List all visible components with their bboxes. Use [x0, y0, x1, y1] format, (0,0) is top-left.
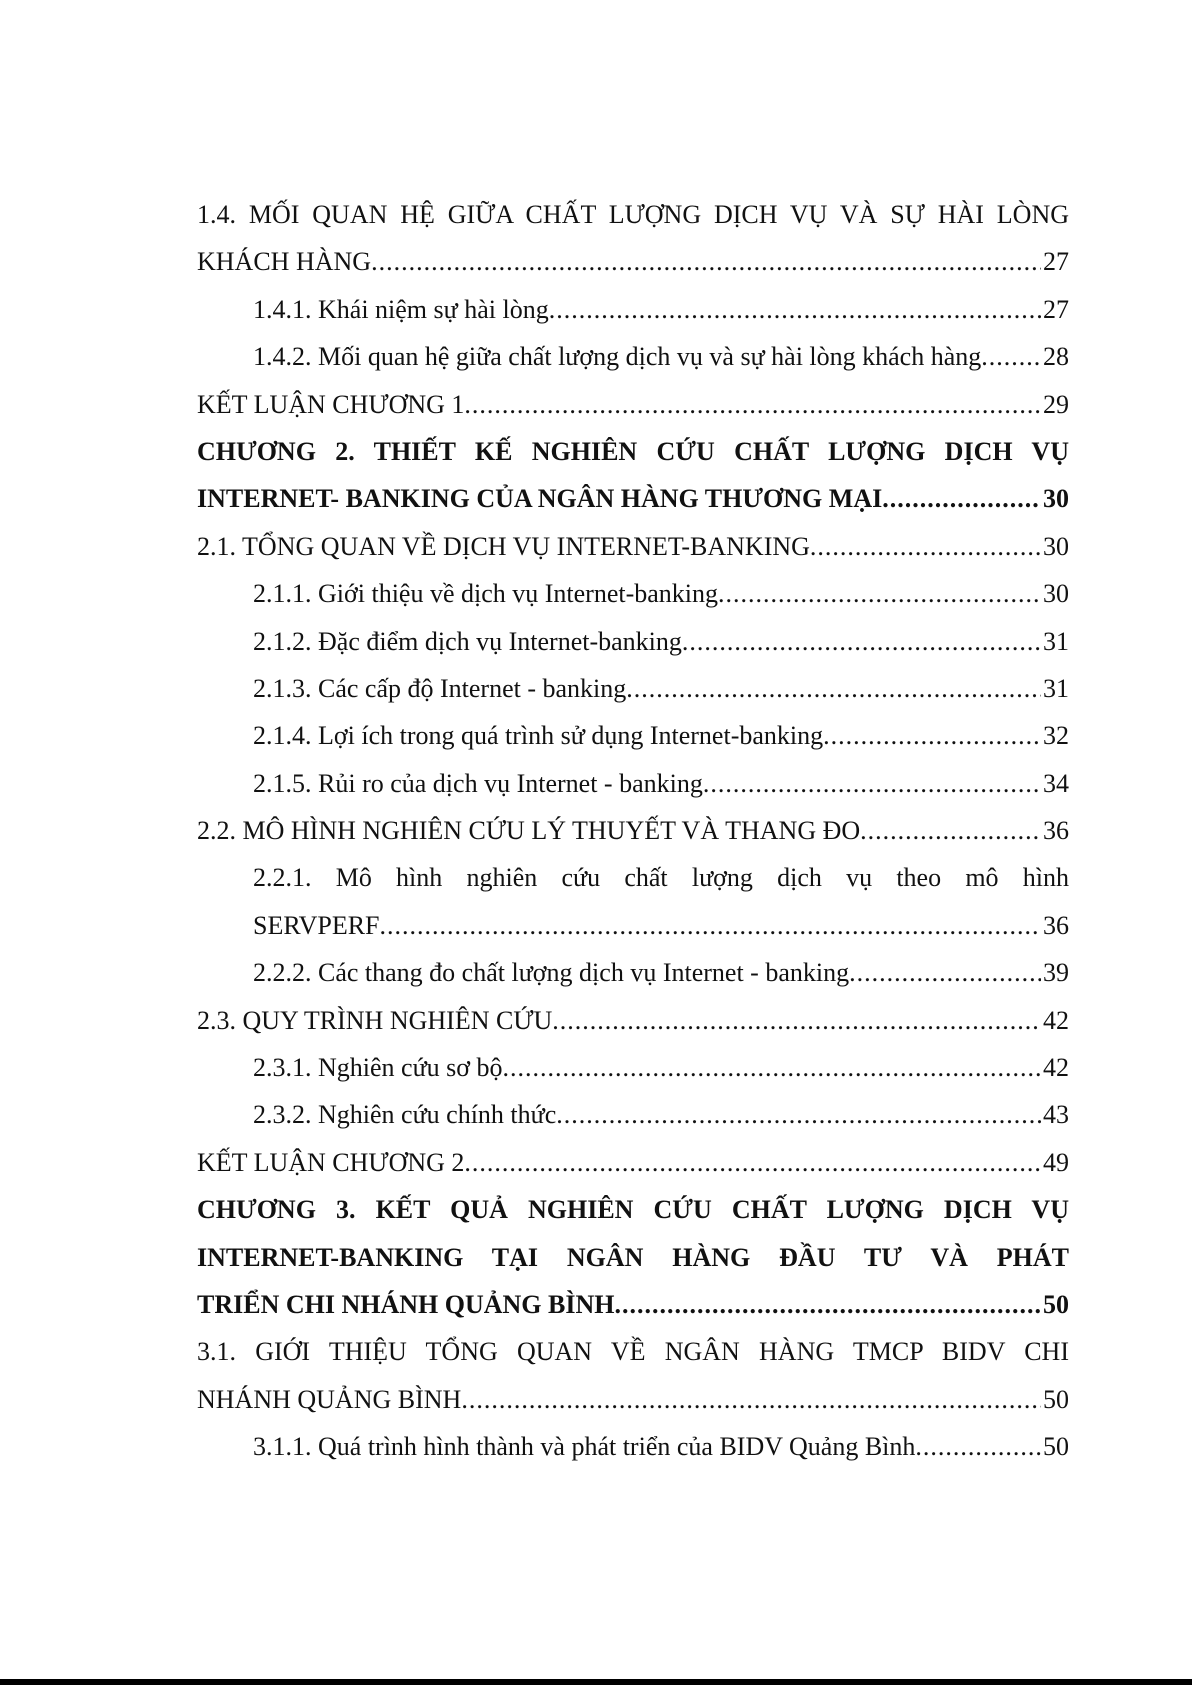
toc-entry-row: [253, 949, 1069, 996]
toc-entry-row: [253, 570, 1069, 617]
toc-entry-title: 2.1.5. Rủi ro của dịch vụ Internet - banking: [253, 768, 703, 798]
dot-leader: [461, 1376, 1041, 1423]
dot-leader: [981, 333, 1041, 380]
toc-entry-row: [197, 807, 1069, 854]
toc-entry-row: [253, 1091, 1069, 1138]
dot-leader: [860, 807, 1041, 854]
toc-entry-title: TRIỂN CHI NHÁNH QUẢNG BÌNH: [197, 1289, 615, 1319]
dot-leader: [823, 712, 1041, 759]
toc-page-number: 31: [1043, 673, 1069, 703]
toc-page-number: 32: [1043, 721, 1069, 751]
toc-entry-title: 2.3. QUY TRÌNH NGHIÊN CỨU: [197, 1005, 553, 1035]
toc-page-number: 39: [1043, 958, 1069, 988]
toc-entry[interactable]: [197, 428, 1069, 523]
toc-entry-title: 2.3.1. Nghiên cứu sơ bộ: [253, 1053, 503, 1083]
toc-page-number: 27: [1043, 294, 1069, 324]
toc-page-number: 30: [1043, 484, 1069, 514]
toc-entry-title: 2.3.2. Nghiên cứu chính thức: [253, 1100, 557, 1130]
toc-entry-row: [253, 902, 1069, 949]
toc-entry[interactable]: [197, 191, 1069, 286]
toc-entry[interactable]: [197, 949, 1069, 996]
toc-page-number: 50: [1043, 1289, 1069, 1319]
toc-entry-title: KẾT LUẬN CHƯƠNG 1: [197, 389, 465, 419]
toc-page-number: 50: [1043, 1384, 1069, 1414]
toc-entry-row: [253, 286, 1069, 333]
toc-entry[interactable]: [197, 1328, 1069, 1423]
toc-entry-row: [197, 1281, 1069, 1328]
dot-leader: [703, 760, 1041, 807]
toc-entry-row: [253, 760, 1069, 807]
toc-entry-title: NHÁNH QUẢNG BÌNH: [197, 1384, 462, 1414]
toc-entry[interactable]: [197, 286, 1069, 333]
toc-page-number: 30: [1043, 531, 1069, 561]
toc-entry[interactable]: [197, 1186, 1069, 1328]
toc-page-number: 49: [1043, 1147, 1069, 1177]
dot-leader: [810, 523, 1041, 570]
dot-leader: [464, 1139, 1041, 1186]
dot-leader: [552, 997, 1041, 1044]
toc-entry[interactable]: [197, 618, 1069, 665]
dot-leader: [464, 381, 1041, 428]
toc-entry[interactable]: [197, 807, 1069, 854]
toc-page-number: 34: [1043, 768, 1069, 798]
toc-entry-row: [197, 1139, 1069, 1186]
toc-entry[interactable]: [197, 1091, 1069, 1138]
dot-leader: [626, 665, 1041, 712]
toc-entry-text-line: INTERNET-BANKING TẠI NGÂN HÀNG ĐẦU TƯ VÀ PHÁT: [197, 1242, 1069, 1272]
toc-entry[interactable]: [197, 1139, 1069, 1186]
toc-page-number: 42: [1043, 1005, 1069, 1035]
toc-entry-title: KẾT LUẬN CHƯƠNG 2: [197, 1147, 465, 1177]
dot-leader: [882, 475, 1041, 522]
toc-entry-title: 3.1.1. Quá trình hình thành và phát triển của BIDV Quảng Bình: [253, 1432, 916, 1462]
toc-entry[interactable]: [197, 1044, 1069, 1091]
toc-entry-title: 2.1. TỔNG QUAN VỀ DỊCH VỤ INTERNET-BANKING: [197, 531, 810, 561]
toc-page-number: 30: [1043, 579, 1069, 609]
toc-entry-row: [197, 1376, 1069, 1423]
toc-entry-row: [197, 523, 1069, 570]
toc-entry[interactable]: [197, 997, 1069, 1044]
toc-entry[interactable]: [197, 760, 1069, 807]
toc-page-number: 27: [1043, 247, 1069, 277]
toc-page-number: 36: [1043, 910, 1069, 940]
page-bottom-edge: [0, 1679, 1192, 1685]
toc-page-number: 43: [1043, 1100, 1069, 1130]
toc-page-number: 31: [1043, 626, 1069, 656]
toc-entry-row: [197, 381, 1069, 428]
toc-entry[interactable]: [197, 712, 1069, 759]
toc-entry-row: [197, 997, 1069, 1044]
toc-entry-text-line: 3.1. GIỚI THIỆU TỔNG QUAN VỀ NGÂN HÀNG TMCP BIDV CHI: [197, 1337, 1069, 1367]
toc-entry-row: [253, 665, 1069, 712]
dot-leader: [371, 238, 1041, 285]
toc-entry-title: 2.1.1. Giới thiệu về dịch vụ Internet-banking: [253, 579, 719, 609]
toc-page-number: 42: [1043, 1053, 1069, 1083]
toc-entry[interactable]: [197, 854, 1069, 949]
dot-leader: [380, 902, 1041, 949]
toc-page-number: 29: [1043, 389, 1069, 419]
toc-entry-row: [197, 238, 1069, 285]
toc-entry[interactable]: [197, 570, 1069, 617]
dot-leader: [549, 286, 1041, 333]
toc-page-number: 36: [1043, 816, 1069, 846]
toc-entry[interactable]: [197, 523, 1069, 570]
toc-entry[interactable]: [197, 1423, 1069, 1470]
toc-entry-text-line: CHƯƠNG 3. KẾT QUẢ NGHIÊN CỨU CHẤT LƯỢNG DỊCH VỤ: [197, 1195, 1069, 1225]
toc-entry-row: [197, 475, 1069, 522]
dot-leader: [503, 1044, 1041, 1091]
dot-leader: [915, 1423, 1041, 1470]
toc-entry-title: 2.1.4. Lợi ích trong quá trình sử dụng Internet-banking: [253, 721, 824, 751]
toc-page-number: 28: [1043, 342, 1069, 372]
toc-entry-text-line: 2.2.1. Mô hình nghiên cứu chất lượng dịch vụ theo mô hình: [253, 863, 1069, 893]
table-of-contents: [197, 191, 1069, 1471]
dot-leader: [556, 1091, 1041, 1138]
toc-entry-title: 2.2. MÔ HÌNH NGHIÊN CỨU LÝ THUYẾT VÀ THANG ĐO: [197, 816, 861, 846]
toc-entry-row: [253, 1044, 1069, 1091]
toc-entry[interactable]: [197, 381, 1069, 428]
dot-leader: [849, 949, 1041, 996]
toc-entry-title: 1.4.1. Khái niệm sự hài lòng: [253, 294, 549, 324]
toc-entry-text-line: CHƯƠNG 2. THIẾT KẾ NGHIÊN CỨU CHẤT LƯỢNG DỊCH VỤ: [197, 436, 1069, 466]
toc-entry-title: KHÁCH HÀNG: [197, 247, 372, 277]
toc-entry-title: 2.1.3. Các cấp độ Internet - banking: [253, 673, 627, 703]
dot-leader: [718, 570, 1041, 617]
toc-entry-row: [253, 712, 1069, 759]
toc-entry-row: [253, 333, 1069, 380]
toc-entry-title: 2.1.2. Đặc điểm dịch vụ Internet-banking: [253, 626, 682, 656]
toc-entry[interactable]: [197, 665, 1069, 712]
toc-entry-title: INTERNET- BANKING CỦA NGÂN HÀNG THƯƠNG MẠI: [197, 484, 883, 514]
toc-entry-title: 2.2.2. Các thang đo chất lượng dịch vụ Internet - banking: [253, 958, 850, 988]
toc-entry-text-line: 1.4. MỐI QUAN HỆ GIỮA CHẤT LƯỢNG DỊCH VỤ VÀ SỰ HÀI LÒNG: [197, 200, 1069, 229]
dot-leader: [682, 618, 1041, 665]
toc-entry-row: [253, 1423, 1069, 1470]
toc-page-number: 50: [1043, 1432, 1069, 1462]
toc-entry-row: [253, 618, 1069, 665]
dot-leader: [615, 1281, 1042, 1328]
toc-entry[interactable]: [197, 333, 1069, 380]
toc-entry-title: SERVPERF: [253, 910, 380, 940]
toc-entry-title: 1.4.2. Mối quan hệ giữa chất lượng dịch vụ và sự hài lòng khách hàng: [253, 342, 982, 372]
